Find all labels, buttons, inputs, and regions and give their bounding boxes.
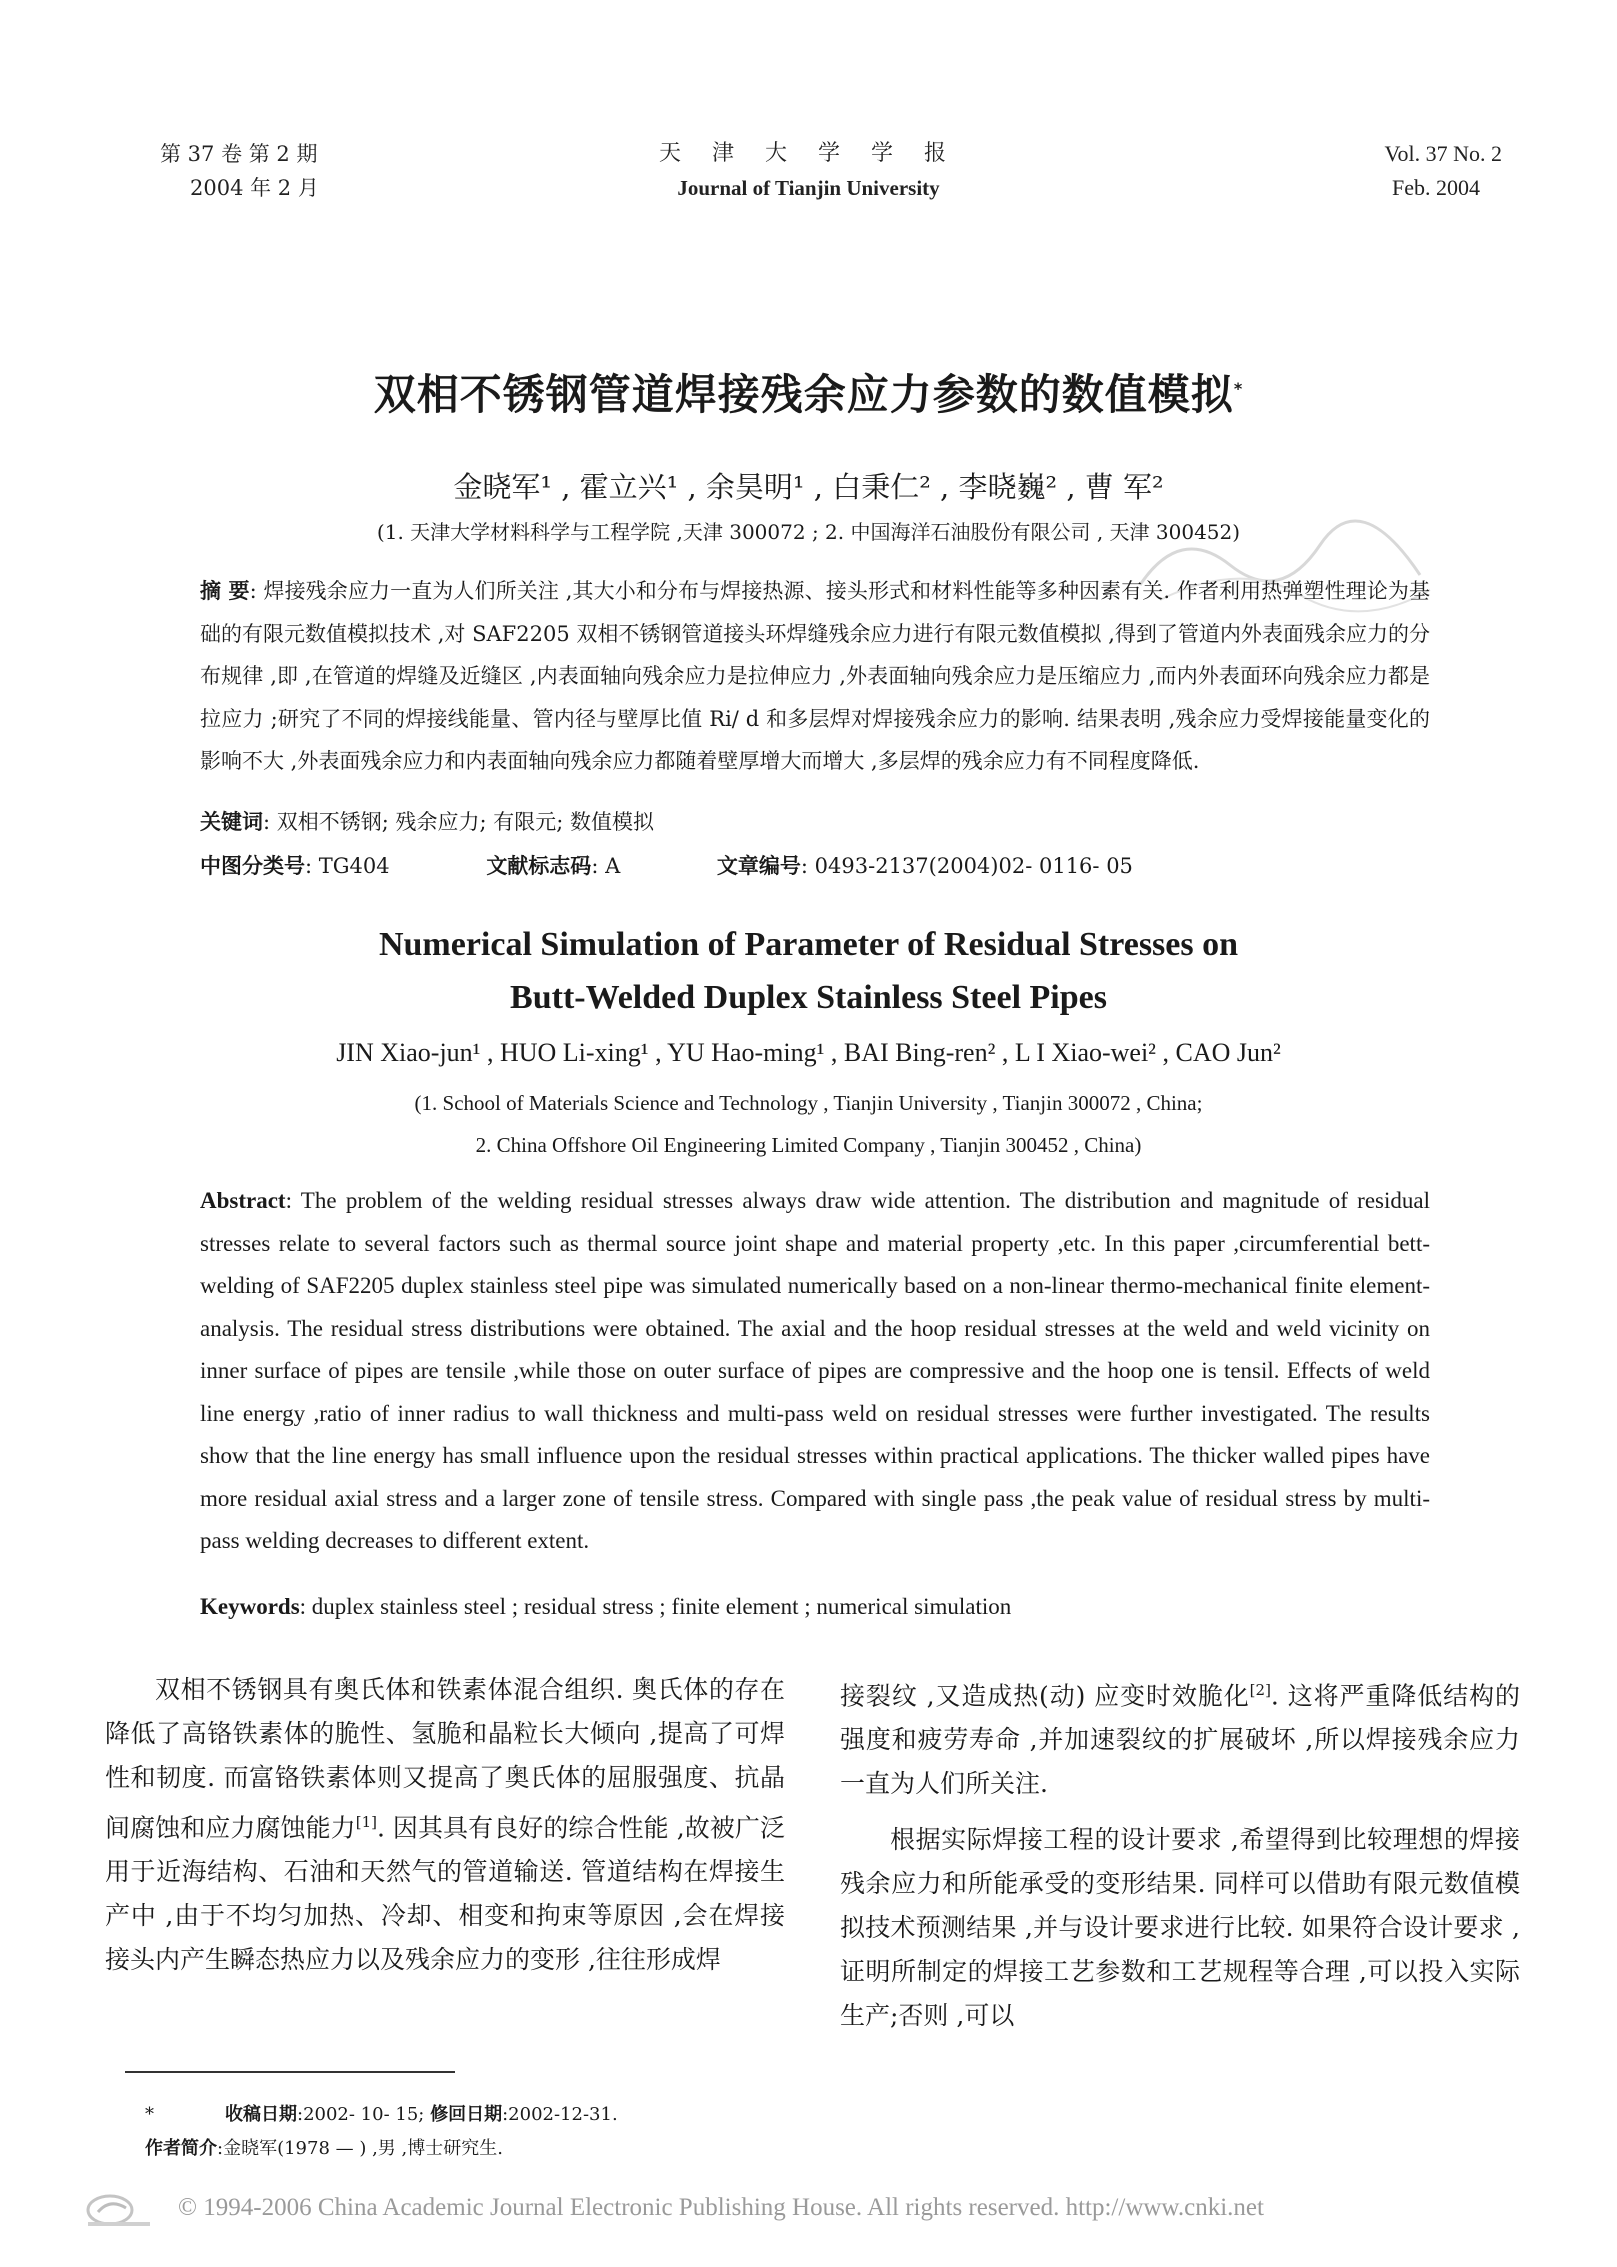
date-en: Feb. 2004 — [1392, 175, 1480, 200]
cnki-logo-icon — [80, 2190, 158, 2230]
affiliation-en — [0, 1082, 1617, 1166]
citation-ref[interactable]: [1] — [355, 1813, 377, 1831]
article-number-value: : 0493-2137(2004)02- 0116- 05 — [800, 854, 1133, 878]
abstract-cn — [200, 570, 1430, 783]
abstract-en-label: Abstract — [200, 1188, 286, 1213]
abstract-cn-label: 摘 要 — [200, 579, 250, 603]
journal-name-cn: 天 津 大 学 学 报 — [659, 141, 958, 166]
received-value: :2002- 10- 15; — [297, 2104, 425, 2125]
abstract-cn-text: : 焊接残余应力一直为人们所关注 ,其大小和分布与焊接热源、接头形式和材料性能等多种因素有关. 作者利用热弹塑性理论为基础的有限元数值模拟技术 ,对 SAF2205 双相不锈钢管道接头环焊缝残余应力进行有限元数值模拟 ,得到了管道内外表面残余应力的分布规律 ,即 ,在管道的焊缝及近缝区 ,内表面轴向残余应力是拉伸应力 ,外表面轴向残余应力是压缩应力 ,而内外表面环向残余应力都是拉应力 ;研究了不同的焊接线能量、管内径与壁厚比值 Ri/ d 和多层焊对焊接残余应力的影响. 结果表明 ,残余应力受焊接能量变化的影响不大 ,外表面残余应力和内表面轴向残余应力都随着壁厚增大而增大 ,多层焊的残余应力有不同程度降低. — [200, 579, 1430, 773]
paper-title-en — [0, 918, 1617, 1024]
received-label: 收稿日期 — [225, 2104, 297, 2125]
date-cn: 2004 年 2 月 — [190, 176, 319, 200]
affiliation-en-line1: (1. School of Materials Science and Technology , Tianjin University , Tianjin 300072 , China; — [414, 1091, 1203, 1115]
article-number — [717, 850, 1133, 880]
revised-value: :2002-12-31. — [502, 2104, 618, 2125]
keywords-en-text: : duplex stainless steel ; residual stress ; finite element ; numerical simulation — [299, 1594, 1012, 1619]
classification-row — [200, 850, 1430, 880]
doc-code-value: : A — [591, 854, 621, 878]
header-volume-en — [1384, 137, 1502, 205]
body-paragraph — [840, 1668, 1520, 1806]
title-cn-text: 双相不锈钢管道焊接残余应力参数的数值模拟 — [373, 370, 1234, 419]
footnote-mark: * — [145, 2104, 154, 2125]
title-en-line1: Numerical Simulation of Parameter of Residual Stresses on — [378, 926, 1239, 963]
authors-cn: 金晓军¹ , 霍立兴¹ , 余昊明¹ , 白秉仁² , 李晓巍² , 曹 军² — [453, 470, 1164, 504]
body-column-right — [840, 1668, 1520, 2038]
footnote-dates — [145, 2100, 618, 2126]
body-text: . 这将严重降低结构的强度和疲劳寿命 ,并加速裂纹的扩展破坏 ,所以焊接残余应力一直为人们所关注. — [840, 1681, 1520, 1799]
keywords-cn — [200, 806, 654, 836]
revised-label: 修回日期 — [430, 2104, 503, 2125]
body-paragraph: 根据实际焊接工程的设计要求 ,希望得到比较理想的焊接残余应力和所能承受的变形结果. 同样可以借助有限元数值模拟技术预测结果 ,并与设计要求进行比较. 如果符合设计要求 ,证明所制定的焊接工艺参数和工艺规程等合理 ,可以投入实际生产;否则 ,可以 — [840, 1825, 1520, 2031]
keywords-en-label: Keywords — [200, 1594, 300, 1619]
body-column-left — [105, 1668, 785, 1982]
volume-issue-en: Vol. 37 No. 2 — [1384, 141, 1502, 166]
document-code — [486, 850, 620, 880]
clc-number — [200, 850, 390, 880]
article-number-label: 文章编号 — [716, 854, 801, 878]
footnote-author-bio — [145, 2134, 503, 2160]
body-text: 双相不锈钢具有奥氏体和铁素体混合组织. 奥氏体的存在降低了高铬铁素体的脆性、氢脆和晶粒长大倾向 ,提高了可焊性和韧度. 而富铬铁素体则又提高了奥氏体的屈服强度、抗晶间腐蚀和应力腐蚀能力 — [105, 1675, 785, 1843]
body-paragraph — [105, 1668, 785, 1982]
abstract-en-text: : The problem of the welding residual stresses always draw wide attention. The distribution and magnitude of residual stresses relate to several factors such as thermal source joint shape and material property ,etc. In this paper ,circumferential bett-welding of SAF2205 duplex stainless steel pipe was simulated numerically based on a non-linear thermo-mechanical finite element-analysis. The residual stress distributions were obtained. The axial and the hoop residual stresses at the weld and weld vicinity on inner surface of pipes are tensile ,while those on outer surface of pipes are compressive and the hoop one is tensil. Effects of weld line energy ,ratio of inner radius to wall thickness and multi-pass weld on residual stresses were further investigated. The results show that the line energy has small influence upon the residual stresses within practical applications. The thicker walled pipes have more residual axial stress and a larger zone of tensile stress. Compared with single pass ,the peak value of residual stress by multi-pass welding decreases to different extent. — [200, 1188, 1430, 1553]
bio-label: 作者简介 — [145, 2138, 217, 2159]
doc-code-label: 文献标志码 — [486, 854, 592, 878]
body-text: . 因其具有良好的综合性能 ,故被广泛用于近海结构、石油和天然气的管道输送. 管道结构在焊接生产中 ,由于不均匀加热、冷却、相变和拘束等原因 ,会在焊接接头内产生瞬态热应力以及残余应力的变形 ,往往形成焊 — [105, 1813, 785, 1975]
title-footnote-mark: * — [1233, 379, 1244, 398]
bio-value: :金晓军(1978 — ) ,男 ,博士研究生. — [217, 2138, 503, 2159]
paper-title-cn — [0, 362, 1617, 422]
title-en-line2: Butt-Welded Duplex Stainless Steel Pipes — [510, 979, 1107, 1016]
abstract-en — [200, 1180, 1430, 1563]
volume-issue-cn: 第 37 卷 第 2 期 — [160, 142, 318, 166]
keywords-cn-label: 关键词 — [200, 810, 263, 834]
citation-ref[interactable]: [2] — [1249, 1681, 1271, 1699]
clc-label: 中图分类号 — [200, 854, 305, 878]
clc-value: : TG404 — [305, 854, 390, 878]
keywords-en — [200, 1594, 1011, 1620]
copyright-footer: © 1994-2006 China Academic Journal Electronic Publishing House. All rights reserved. http://www.cnki.net — [178, 2194, 1264, 2221]
footnote-divider — [125, 2071, 455, 2073]
authors-en: JIN Xiao-jun¹ , HUO Li-xing¹ , YU Hao-ming¹ , BAI Bing-ren² , L I Xiao-wei² , CAO Jun² — [336, 1038, 1281, 1067]
affiliation-en-line2: 2. China Offshore Oil Engineering Limited Company , Tianjin 300452 , China) — [475, 1133, 1142, 1157]
body-text: 接裂纹 ,又造成热(动) 应变时效脆化 — [840, 1681, 1250, 1711]
journal-name-en: Journal of Tianjin University — [677, 176, 940, 200]
header-journal — [0, 137, 1617, 205]
keywords-cn-text: : 双相不锈钢; 残余应力; 有限元; 数值模拟 — [263, 810, 655, 834]
affiliation-cn: (1. 天津大学材料科学与工程学院 ,天津 300072 ; 2. 中国海洋石油股份有限公司 , 天津 300452) — [376, 520, 1241, 544]
